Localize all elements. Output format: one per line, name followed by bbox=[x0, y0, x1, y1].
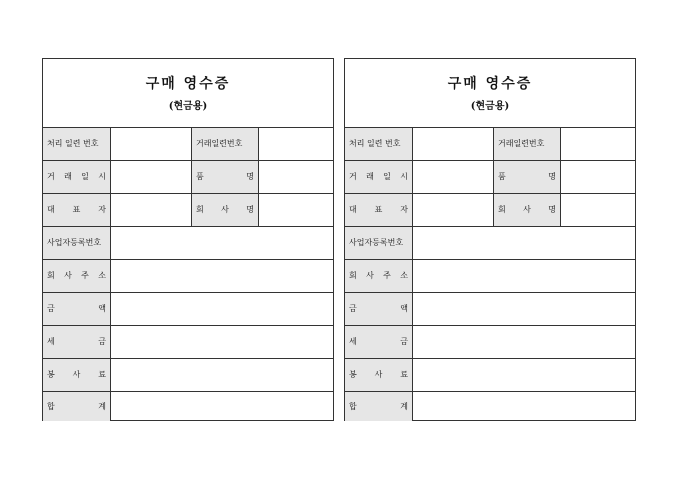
receipt-left bbox=[42, 58, 334, 421]
row-service-charge bbox=[43, 359, 333, 392]
value-item-name[interactable] bbox=[259, 161, 333, 193]
value-transaction-serial[interactable] bbox=[259, 128, 333, 160]
label-transaction-datetime: 거 래 일 시 bbox=[345, 161, 413, 193]
row-business-number bbox=[43, 227, 333, 260]
label-transaction-serial: 거래일련번호 bbox=[191, 128, 259, 160]
label-service-charge: 봉 사 료 bbox=[43, 359, 111, 391]
label-transaction-serial: 거래일련번호 bbox=[493, 128, 561, 160]
label-total: 합 계 bbox=[43, 392, 111, 421]
label-company-name: 회 사 명 bbox=[493, 194, 561, 226]
value-tax[interactable] bbox=[413, 326, 635, 358]
label-amount: 금 액 bbox=[345, 293, 413, 325]
row-serial bbox=[345, 128, 635, 161]
receipt-title: 구매 영수증 bbox=[447, 76, 533, 92]
row-tax bbox=[345, 326, 635, 359]
value-amount[interactable] bbox=[413, 293, 635, 325]
label-representative: 대 표 자 bbox=[43, 194, 111, 226]
row-company-address bbox=[43, 260, 333, 293]
receipt-header bbox=[43, 59, 333, 128]
label-amount: 금 액 bbox=[43, 293, 111, 325]
receipt-header bbox=[345, 59, 635, 128]
value-transaction-datetime[interactable] bbox=[111, 161, 191, 193]
value-processing-serial[interactable] bbox=[111, 128, 191, 160]
receipt-subtitle: (현금용) bbox=[168, 101, 208, 112]
label-tax: 세 금 bbox=[345, 326, 413, 358]
row-serial bbox=[43, 128, 333, 161]
label-business-number: 사업자등록번호 bbox=[43, 227, 111, 259]
receipt-subtitle: (현금용) bbox=[470, 101, 510, 112]
value-processing-serial[interactable] bbox=[413, 128, 493, 160]
value-representative[interactable] bbox=[413, 194, 493, 226]
label-processing-serial: 처리 일련 번호 bbox=[43, 128, 111, 160]
row-amount bbox=[345, 293, 635, 326]
value-item-name[interactable] bbox=[561, 161, 635, 193]
value-company-address[interactable] bbox=[111, 260, 333, 292]
label-company-address: 회 사 주 소 bbox=[345, 260, 413, 292]
label-total: 합 계 bbox=[345, 392, 413, 421]
row-amount bbox=[43, 293, 333, 326]
row-total bbox=[43, 392, 333, 421]
row-representative bbox=[345, 194, 635, 227]
value-company-name[interactable] bbox=[259, 194, 333, 226]
value-transaction-datetime[interactable] bbox=[413, 161, 493, 193]
row-representative bbox=[43, 194, 333, 227]
label-company-address: 회 사 주 소 bbox=[43, 260, 111, 292]
label-business-number: 사업자등록번호 bbox=[345, 227, 413, 259]
value-business-number[interactable] bbox=[413, 227, 635, 259]
row-datetime bbox=[345, 161, 635, 194]
row-datetime bbox=[43, 161, 333, 194]
value-tax[interactable] bbox=[111, 326, 333, 358]
value-total[interactable] bbox=[111, 392, 333, 421]
row-company-address bbox=[345, 260, 635, 293]
value-company-name[interactable] bbox=[561, 194, 635, 226]
row-total bbox=[345, 392, 635, 421]
label-item-name: 품 명 bbox=[493, 161, 561, 193]
value-business-number[interactable] bbox=[111, 227, 333, 259]
value-total[interactable] bbox=[413, 392, 635, 421]
label-tax: 세 금 bbox=[43, 326, 111, 358]
label-transaction-datetime: 거 래 일 시 bbox=[43, 161, 111, 193]
value-amount[interactable] bbox=[111, 293, 333, 325]
label-item-name: 품 명 bbox=[191, 161, 259, 193]
receipt-title: 구매 영수증 bbox=[145, 76, 231, 92]
receipt-right bbox=[344, 58, 636, 421]
label-company-name: 회 사 명 bbox=[191, 194, 259, 226]
label-representative: 대 표 자 bbox=[345, 194, 413, 226]
value-service-charge[interactable] bbox=[111, 359, 333, 391]
value-transaction-serial[interactable] bbox=[561, 128, 635, 160]
value-service-charge[interactable] bbox=[413, 359, 635, 391]
label-service-charge: 봉 사 료 bbox=[345, 359, 413, 391]
value-representative[interactable] bbox=[111, 194, 191, 226]
value-company-address[interactable] bbox=[413, 260, 635, 292]
label-processing-serial: 처리 일련 번호 bbox=[345, 128, 413, 160]
row-tax bbox=[43, 326, 333, 359]
row-business-number bbox=[345, 227, 635, 260]
row-service-charge bbox=[345, 359, 635, 392]
